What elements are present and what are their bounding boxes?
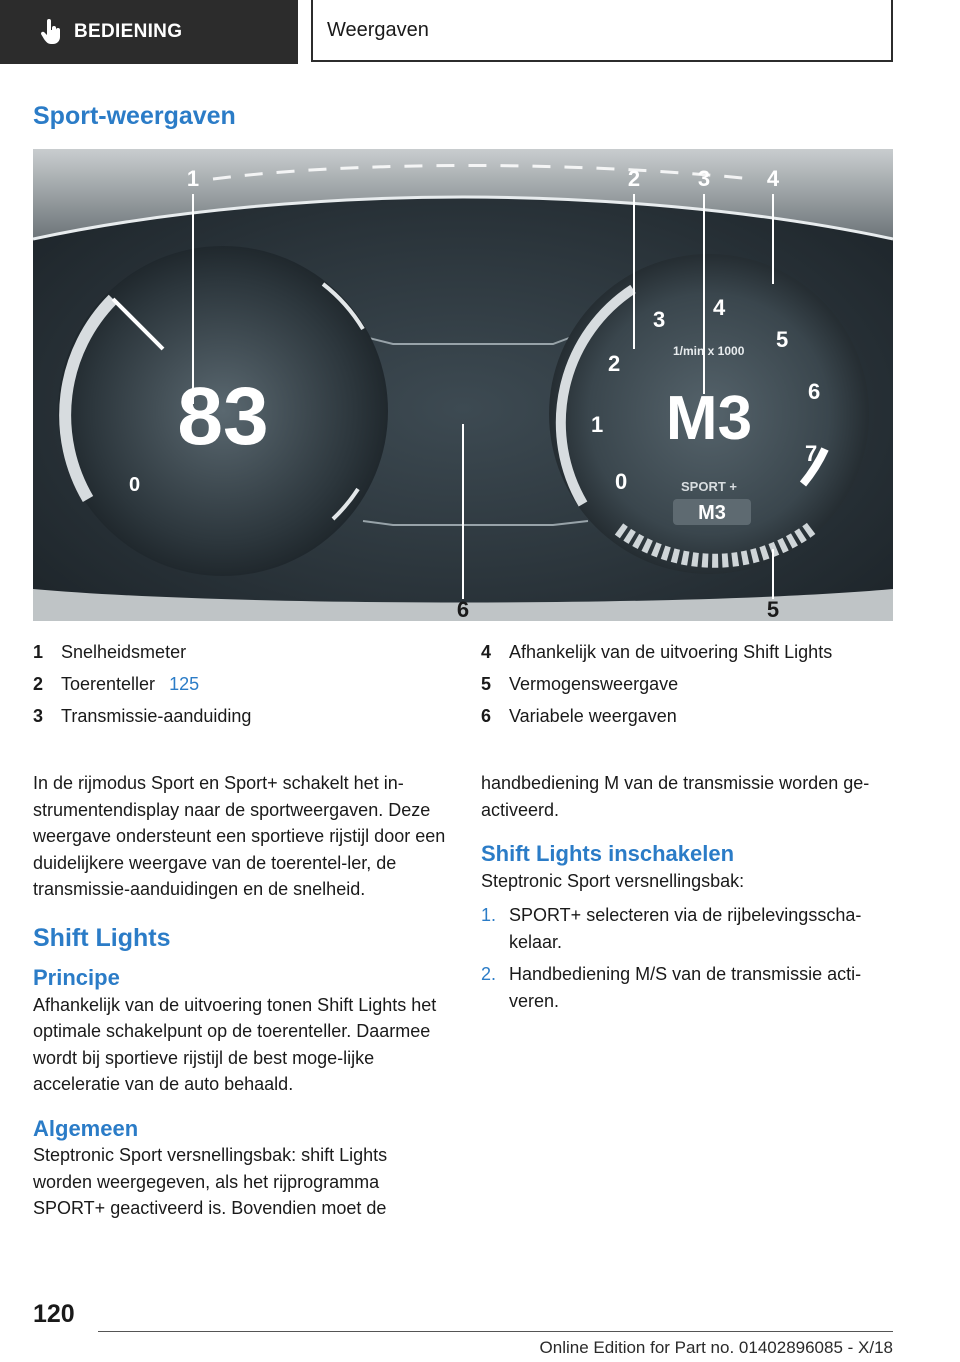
legend-text: Toerenteller (61, 674, 156, 694)
rpm-4: 4 (713, 295, 726, 320)
legend-item (33, 700, 251, 732)
rpm-0: 0 (615, 469, 628, 494)
section-label: Weergaven (327, 18, 429, 41)
rpm-5: 5 (776, 327, 789, 352)
legend-left (33, 636, 251, 732)
callout-6: 6 (456, 597, 470, 621)
legend-number: 2 (33, 674, 44, 694)
callout-5: 5 (766, 597, 780, 621)
chapter-tab (0, 0, 298, 64)
legend-item (33, 668, 251, 700)
shift-lights-heading: Shift Lights (33, 923, 171, 952)
activate-heading: Shift Lights inschakelen (481, 841, 735, 866)
intro-paragraph: In de rijmodus Sport en Sport+ schakelt het in-strumentendisplay naar de sportweergaven. Deze weergave ondersteunt een sportieve rijstijl door een duidelijkere weergave van de toerentel-ler, de transmissie-aanduidingen en de snelheid. (33, 773, 446, 899)
step-number: 2. (481, 964, 497, 984)
callout-1: 1 (186, 166, 200, 191)
hand-pointer-icon (40, 19, 62, 45)
footer-edition-text: Online Edition for Part no. 01402896085 - X/18 (539, 1338, 893, 1357)
legend-text: Variabele weergaven (509, 706, 677, 726)
speed-zero-label: 0 (129, 474, 141, 496)
legend-number: 1 (33, 642, 44, 662)
page-title: Sport-weergaven (33, 102, 236, 130)
rpm-unit: 1/min x 1000 (673, 344, 745, 358)
legend-right (481, 636, 832, 732)
general-paragraph-continued: handbediening M van de transmissie worden ge-activeerd. (481, 773, 870, 820)
callout-2: 2 (627, 166, 641, 191)
legend-number: 5 (481, 674, 492, 694)
gear-display: M3 (665, 384, 753, 453)
legend-item (481, 700, 832, 732)
step-text: Handbediening M/S van de transmissie acti-veren. (509, 964, 862, 1011)
activate-intro: Steptronic Sport versnellingsbak: (481, 870, 745, 891)
principle-paragraph: Afhankelijk van de uitvoering tonen Shift Lights het optimale schakelpunt op de toerenteller. Daarmee wordt bij sportieve rijstijl de best moge-lijke acceleratie van de auto behaald. (33, 994, 437, 1094)
section-header (311, 0, 893, 62)
activate-steps (481, 902, 896, 1014)
page-reference-link[interactable]: 125 (169, 674, 200, 694)
chapter-label: BEDIENING (74, 21, 183, 42)
legend-text: Transmissie-aanduiding (61, 706, 252, 726)
rpm-1: 1 (591, 412, 604, 437)
instrument-cluster-photo (33, 149, 893, 621)
principle-heading: Principe (33, 965, 120, 990)
step-number: 1. (481, 905, 497, 925)
general-heading: Algemeen (33, 1115, 139, 1141)
rpm-6: 6 (808, 379, 821, 404)
legend-text: Vermogensweergave (509, 674, 679, 694)
legend-text: Afhankelijk van de uitvoering Shift Lights (509, 642, 833, 662)
right-column (481, 770, 896, 1014)
step-item (481, 961, 896, 1014)
callout-4: 4 (766, 166, 780, 191)
rpm-7: 7 (805, 441, 818, 466)
legend-item (33, 636, 251, 668)
general-paragraph: Steptronic Sport versnellingsbak: shift Lights worden weergegeven, als het rijprogramma SPORT+ geactiveerd is. Bovendien moet de (33, 1145, 388, 1218)
left-column (33, 770, 448, 1222)
mode-display: SPORT + (681, 479, 737, 494)
legend-item (481, 668, 832, 700)
speed-value: 83 (177, 371, 269, 462)
mode-gear-display: M3 (698, 502, 726, 524)
legend-text: Snelheidsmeter (61, 642, 187, 662)
legend-number: 3 (33, 706, 44, 726)
legend-number: 4 (481, 642, 492, 662)
page-number: 120 (33, 1300, 75, 1328)
rpm-2: 2 (608, 351, 621, 376)
step-item (481, 902, 896, 955)
legend-item (481, 636, 832, 668)
footer-divider (98, 1331, 893, 1332)
callout-3: 3 (697, 166, 711, 191)
rpm-3: 3 (653, 307, 666, 332)
legend-number: 6 (481, 706, 492, 726)
step-text: SPORT+ selecteren via de rijbelevingsscha-kelaar. (509, 905, 862, 952)
